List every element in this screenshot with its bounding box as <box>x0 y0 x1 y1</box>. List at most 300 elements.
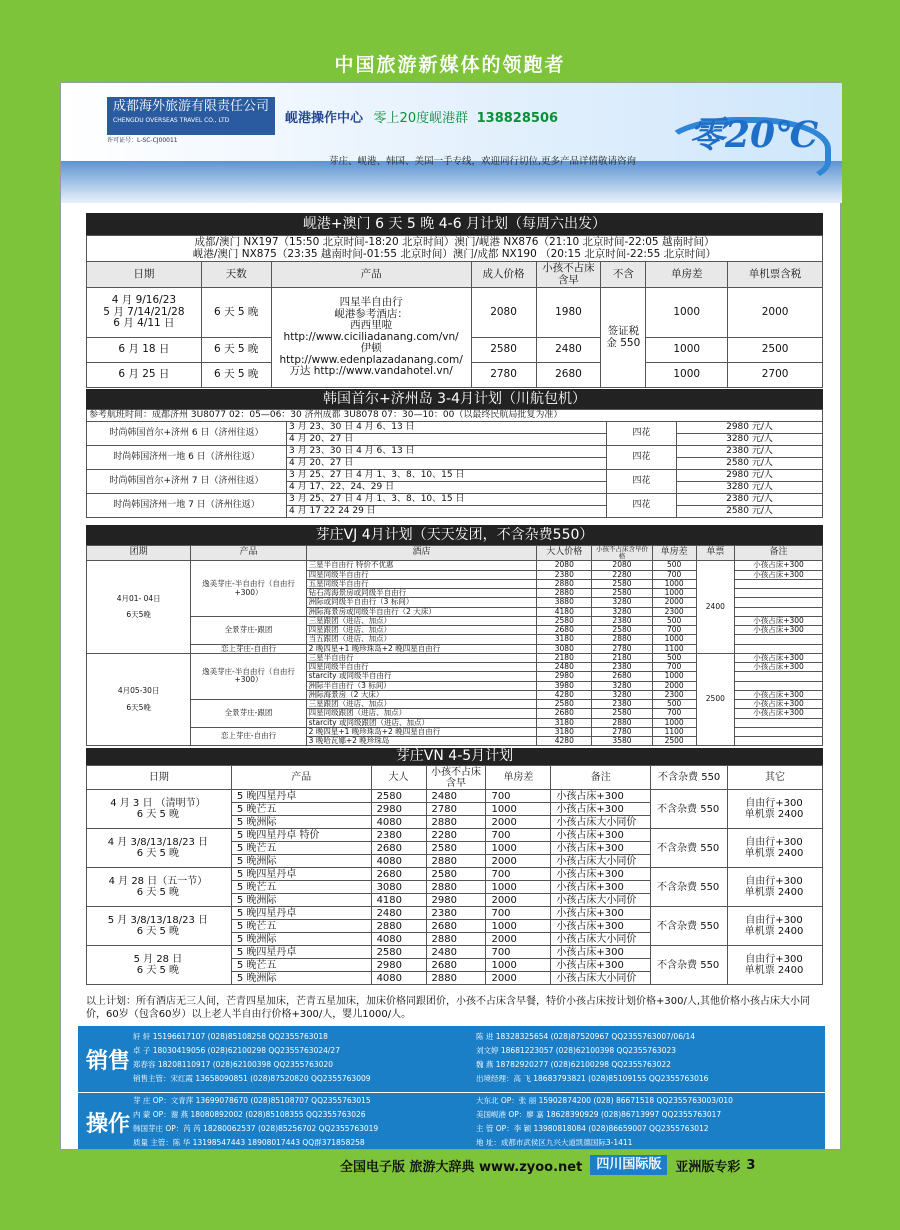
table-cell: 小孩不占床含早 <box>536 262 601 288</box>
contact-entry: 芽 庄 OP：文青萍 13699078670 (028)85108707 QQ2355763015 <box>133 1096 371 1105</box>
contact-entry: 魏 燕 18782920277 (028)62100298 QQ2355763022 <box>476 1060 671 1069</box>
table-cell: 小孩占床+300 <box>551 842 651 855</box>
table-row <box>87 288 823 338</box>
table-cell: 小孩占床+300 <box>735 570 823 579</box>
table-cell: 1000 <box>486 920 551 933</box>
table-cell: 四花 <box>607 494 677 518</box>
table-cell: 团期 <box>87 546 191 561</box>
table-cell: 2000 <box>486 855 551 868</box>
table-cell: 小孩占床大小同价 <box>551 933 651 946</box>
table-cell: 2580 <box>592 579 652 588</box>
table-cell: 逸美芽庄-半自由行（自由行+300） <box>191 561 306 617</box>
table-row <box>87 946 823 959</box>
table-cell: 5 晚四星丹卓 <box>231 868 371 881</box>
table-cell: 逸美芽庄-半自由行（自由行+300） <box>191 653 306 699</box>
table-cell: 2180 <box>592 653 652 662</box>
table-cell: 4月01- 04日 6天5晚 <box>87 561 191 654</box>
table-cell: 4 月 20、27 日 <box>287 458 607 470</box>
table-row <box>87 829 823 842</box>
table-cell: 2300 <box>652 690 696 699</box>
table-cell: 4 月 3 日 （清明节） 6 天 5 晚 <box>87 790 232 829</box>
table-cell: 2300 <box>652 607 696 616</box>
table-cell: 1000 <box>646 338 728 363</box>
table-cell: 产品 <box>271 262 471 288</box>
table-cell: 洲际海景房或同级半自由行（2 大床） <box>306 607 537 616</box>
table-row <box>87 907 823 920</box>
contact-entry: 陈 进 18328325654 (028)87520967 QQ2355763007/06/14 <box>476 1032 696 1041</box>
table-row <box>87 868 823 881</box>
contact-entry: 主 管 OP：李 颖 13980818084 (028)86659007 QQ2355763012 <box>476 1124 709 1133</box>
nhatrang-vj-table <box>86 545 823 746</box>
table-cell <box>735 589 823 598</box>
table-cell: 700 <box>652 663 696 672</box>
contact-row <box>133 1044 819 1058</box>
table-cell <box>735 737 823 746</box>
table-cell: 3080 <box>537 644 592 653</box>
table-cell: 2980 <box>371 959 426 972</box>
table-row <box>87 561 823 570</box>
table-cell: 4 月 17、22、24、29 日 <box>287 482 607 494</box>
table-cell: 四星同级半自由行 <box>306 570 537 579</box>
table-cell: 2380 <box>371 829 426 842</box>
table-cell: 4080 <box>371 933 426 946</box>
contact-entry: 刘文婷 18681223057 (028)62100398 QQ2355763023 <box>476 1046 677 1055</box>
table-cell: 500 <box>652 653 696 662</box>
table-cell: 小孩占床+300 <box>735 561 823 570</box>
table-cell: 5 晚芒五 <box>231 842 371 855</box>
table-cell: 3 月 23、30 日 4 月 6、13 日 <box>287 422 607 434</box>
table-cell: 2980 元/人 <box>677 422 823 434</box>
table-cell: 2780 <box>592 727 652 736</box>
ops-center: 岘港操作中心 零上20度岘港群 138828506 <box>285 111 559 126</box>
table-cell: 日期 <box>87 766 232 790</box>
contact-row <box>133 1072 819 1086</box>
table-cell: 时尚韩国济州一地 6 日（济州往返） <box>87 446 287 470</box>
table-cell: 不含杂费 550 <box>651 829 728 868</box>
table-cell: 2880 <box>426 855 486 868</box>
table-cell: 4 月 20、27 日 <box>287 434 607 446</box>
table-cell: 2500 <box>652 737 696 746</box>
table-cell: 2580 <box>592 589 652 598</box>
danang-macau-table <box>86 235 823 388</box>
special-edition: 亚洲版专彩 <box>675 1159 741 1175</box>
table-cell: 2080 <box>537 561 592 570</box>
table-cell: 1100 <box>652 644 696 653</box>
table-cell: 成人价格 <box>471 262 536 288</box>
table-cell: 2280 <box>426 829 486 842</box>
table-cell: 2380 <box>426 907 486 920</box>
table-cell: 小孩占床+300 <box>735 653 823 662</box>
table-cell: 小孩占床+300 <box>735 690 823 699</box>
table-cell: 三星半自由行 <box>306 653 537 662</box>
table-cell: 2680 <box>371 868 426 881</box>
table-cell: 6 天 5 晚 <box>201 288 271 338</box>
table-cell: 2980 <box>537 672 592 681</box>
contact-row <box>133 1058 819 1072</box>
table-cell: 3280 元/人 <box>677 434 823 446</box>
table-cell: 4080 <box>371 816 426 829</box>
table-cell: 5 晚洲际 <box>231 972 371 985</box>
table-cell: 3280 <box>592 690 652 699</box>
contact-entry: 出境经理：高 飞 18683793821 (028)85109155 QQ2355763016 <box>476 1074 709 1083</box>
table-cell: 2000 <box>486 816 551 829</box>
table-cell: 2480 <box>426 946 486 959</box>
table-cell: 4月05-30日 6天5晚 <box>87 653 191 746</box>
table-cell: 2680 <box>537 626 592 635</box>
table-cell: 四星同级半自由行 <box>306 663 537 672</box>
table-cell: 1000 <box>652 718 696 727</box>
table-cell: 700 <box>486 946 551 959</box>
intl-edition-badge: 四川国际版 <box>590 1155 667 1175</box>
table-cell: 自由行+300 单机票 2400 <box>728 907 823 946</box>
table-cell: 4 月 9/16/23 5 月 7/14/21/28 6 月 4/11 日 <box>87 288 202 338</box>
table-cell: 2000 <box>652 681 696 690</box>
table-cell: 小孩占床+300 <box>735 709 823 718</box>
table-cell: 2480 <box>371 907 426 920</box>
table-cell: 6 月 25 日 <box>87 363 202 388</box>
table-cell: 4080 <box>371 855 426 868</box>
table-cell: 700 <box>652 570 696 579</box>
table-cell: 4 月 17 22 24 29 日 <box>287 506 607 518</box>
table-cell: 全景芽庄-跟团 <box>191 700 306 728</box>
table-cell: 2980 <box>371 803 426 816</box>
table-cell: 不含杂费 550 <box>651 790 728 829</box>
table-cell: 5 晚四星丹卓 <box>231 907 371 920</box>
table-cell: 2980 元/人 <box>677 470 823 482</box>
table-cell: 2080 <box>471 288 536 338</box>
table-cell: 4080 <box>371 972 426 985</box>
table-cell: 2680 <box>592 672 652 681</box>
table-cell: 自由行+300 单机票 2400 <box>728 829 823 868</box>
table-cell: 3280 <box>592 681 652 690</box>
contact-entry: 大东北 OP：张 丽 15902874200 (028) 86671518 QQ2355763003/010 <box>476 1096 733 1105</box>
contact-row <box>133 1122 819 1136</box>
table-cell <box>735 635 823 644</box>
brand-mark: 零20℃ <box>661 97 836 187</box>
table-cell: 日期 <box>87 262 202 288</box>
contact-entry: 轩 轩 15196617107 (028)85108258 QQ2355763018 <box>133 1032 328 1041</box>
table-cell: 小孩占床+300 <box>551 829 651 842</box>
table-cell: 小孩占床+300 <box>735 626 823 635</box>
licence-number: 许可证号：L-SC-CJ00011 <box>107 137 178 144</box>
table-cell: 2380 元/人 <box>677 494 823 506</box>
table-cell: starcity 或同级跟团（进店、加点） <box>306 718 537 727</box>
table-cell: 4280 <box>537 690 592 699</box>
table-cell: 小孩占床+300 <box>551 907 651 920</box>
table-cell: 3280 <box>592 598 652 607</box>
table-cell: 洲际半自由行（3 标间） <box>306 681 537 690</box>
contact-entry: 韩国芽庄 OP：芮 芮 18280062537 (028)85256702 QQ2355763019 <box>133 1124 379 1133</box>
table-cell: 500 <box>652 700 696 709</box>
table-cell: 5 晚四星丹卓 <box>231 946 371 959</box>
table-cell: 大人 <box>371 766 426 790</box>
table-cell: 不含杂费 550 <box>651 868 728 907</box>
table-cell: 5 晚芒五 <box>231 803 371 816</box>
table-cell: 4 月 28 日（五一节） 6 天 5 晚 <box>87 868 232 907</box>
korea-table <box>86 409 823 518</box>
table-cell: 2580 <box>537 700 592 709</box>
table-cell: 2180 <box>537 653 592 662</box>
page-number: 3 <box>746 1157 756 1173</box>
table-cell: 2380 <box>592 616 652 625</box>
table-cell: 小孩占床大小同价 <box>551 894 651 907</box>
sales-label: 销售 <box>86 1049 131 1074</box>
table-cell: 2380 <box>592 700 652 709</box>
table-cell: 2680 <box>536 363 601 388</box>
table-cell: 2480 <box>426 790 486 803</box>
table-cell: 2 晚四星+1 晚珍珠岛+2 晚四星自由行 <box>306 727 537 736</box>
table-cell: 2680 <box>371 842 426 855</box>
table-cell: 参考航班时间：成都济州 3U8077 02：05—06：30 济州成都 3U8078 07：30—10：00（以最终民航局批复为准） <box>87 410 823 422</box>
contact-entry: 卓 子 18030419056 (028)62100298 QQ2355763024/27 <box>133 1046 340 1055</box>
table-cell: 三星跟团（进店、加点） <box>306 700 537 709</box>
table-cell: 四星半自由行 岘港参考酒店： 西西里啦 http://www.ciciliadanang.com/vn/ 伊顿 http://www.edenplazadanang.com/ 万达 http://www.vandahotel.vn/ <box>271 288 471 388</box>
table-cell: 小孩占床+300 <box>551 959 651 972</box>
table-cell: 小孩不占床含早价格 <box>592 546 652 561</box>
table-cell: 500 <box>652 561 696 570</box>
table-cell: 2580 元/人 <box>677 458 823 470</box>
table-cell: 备注 <box>735 546 823 561</box>
table-cell: 2580 <box>426 868 486 881</box>
contact-entry: 地 址：成都市武侯区九兴大道凯德国际3-1411 <box>476 1138 633 1147</box>
table-cell: 2580 元/人 <box>677 506 823 518</box>
table-row <box>87 790 823 803</box>
table-cell: 2680 <box>537 709 592 718</box>
header-banner <box>61 83 842 203</box>
table-cell: 5 晚四星丹卓 <box>231 790 371 803</box>
table-cell: 2500 <box>728 338 823 363</box>
table-cell: 2880 <box>592 718 652 727</box>
table-cell: 2480 <box>537 663 592 672</box>
table-cell <box>735 681 823 690</box>
table-cell: 2880 <box>592 635 652 644</box>
table-cell: starcity 或同级半自由行 <box>306 672 537 681</box>
table-cell: 单房差 <box>652 546 696 561</box>
table-cell: 2080 <box>592 561 652 570</box>
table-cell: 2580 <box>371 790 426 803</box>
page <box>60 82 841 1150</box>
table-cell: 4180 <box>537 607 592 616</box>
table-cell: 四花 <box>607 446 677 470</box>
table-cell: 500 <box>652 616 696 625</box>
table-cell: 不含 <box>601 262 646 288</box>
table-cell: 单票 <box>696 546 734 561</box>
table-cell: 3980 <box>537 681 592 690</box>
table-row <box>87 653 823 662</box>
table-cell: 自由行+300 单机票 2400 <box>728 790 823 829</box>
table-cell: 四星跟团（进店、加点） <box>306 626 537 635</box>
table-cell: 自由行+300 单机票 2400 <box>728 868 823 907</box>
table-row <box>87 470 823 482</box>
bottom-bar <box>340 1154 755 1176</box>
table-cell: 小孩占床大小同价 <box>551 816 651 829</box>
table-cell: 产品 <box>191 546 306 561</box>
table-cell: 3180 <box>537 718 592 727</box>
table-cell: 当五跟团（进店、加点） <box>306 635 537 644</box>
table-cell: 四花 <box>607 422 677 446</box>
table-cell: 2880 <box>537 579 592 588</box>
table-cell: 3 晚哈瓦娜+2 晚珍珠岛 <box>306 737 537 746</box>
table-cell: 小孩占床+300 <box>735 616 823 625</box>
table-cell: 备注 <box>551 766 651 790</box>
table-cell: 1000 <box>486 959 551 972</box>
table-cell: 3280 <box>592 607 652 616</box>
table-cell: 时尚韩国首尔+济州 6 日（济州往返） <box>87 422 287 446</box>
table-cell: 小孩占床+300 <box>551 920 651 933</box>
table-cell: 2000 <box>652 598 696 607</box>
section-nhatrang-vj-title: 芽庄VJ 4月计划（天天发团，不含杂费550） <box>86 525 823 545</box>
table-cell: 700 <box>652 626 696 635</box>
contact-row <box>133 1136 819 1150</box>
table-cell: 酒店 <box>306 546 537 561</box>
table-cell: 四星同级跟团（进店、加点） <box>306 709 537 718</box>
contact-row <box>133 1030 819 1044</box>
table-cell: 天数 <box>201 262 271 288</box>
table-cell: 2500 <box>696 653 734 746</box>
table-cell: 6 月 18 日 <box>87 338 202 363</box>
table-cell: 不含杂费 550 <box>651 907 728 946</box>
table-cell: 3280 元/人 <box>677 482 823 494</box>
table-cell: 5 月 28 日 6 天 5 晚 <box>87 946 232 985</box>
table-cell: 2980 <box>426 894 486 907</box>
table-cell: 1000 <box>646 288 728 338</box>
table-cell: 全景芽庄-跟团 <box>191 616 306 644</box>
table-cell: 小孩占床+300 <box>735 663 823 672</box>
table-cell: 2400 <box>696 561 734 654</box>
table-cell: 700 <box>486 907 551 920</box>
table-cell: 时尚韩国济州一地 7 日（济州往返） <box>87 494 287 518</box>
footnote: 以上计划：所有酒店无三人间，芒青四星加床，芒青五星加床，加床价格同跟团价，小孩不占床含早餐，特价小孩占床按计划价格+300/人,其他价格小孩占床大小同价，60岁（包含60岁）以上老人半自由行价格+300/人，婴儿1000/人。 <box>86 996 811 1020</box>
table-cell: 5 晚四星丹卓 特价 <box>231 829 371 842</box>
table-cell: 2880 <box>426 881 486 894</box>
table-cell: 2880 <box>537 589 592 598</box>
table-cell: 三星半自由行 特价不优惠 <box>306 561 537 570</box>
table-cell: 3580 <box>592 737 652 746</box>
table-cell: 单房差 <box>486 766 551 790</box>
table-cell: 小孩占床+300 <box>551 803 651 816</box>
table-cell: 2580 <box>592 709 652 718</box>
table-cell: 小孩占床大小同价 <box>551 855 651 868</box>
table-cell: 小孩占床+300 <box>551 868 651 881</box>
contact-entry: 内 蒙 OP：谢 燕 18080892002 (028)85108355 QQ2355763026 <box>133 1110 366 1119</box>
table-cell: 小孩占床+300 <box>551 946 651 959</box>
table-cell: 3 月 23、30 日 4 月 6、13 日 <box>287 446 607 458</box>
table-cell: 洲际海景房（2 大床） <box>306 690 537 699</box>
table-cell: 2680 <box>426 920 486 933</box>
company-logo: 成都海外旅游有限责任公司 CHENGDU OVERSEAS TRAVEL CO., LTD <box>107 97 275 135</box>
table-cell: 4180 <box>371 894 426 907</box>
table-cell: 产品 <box>231 766 371 790</box>
top-slogan: 中国旅游新媒体的领跑者 <box>334 54 566 76</box>
contact-row <box>133 1108 819 1122</box>
table-cell: 2680 <box>426 959 486 972</box>
table-cell <box>735 607 823 616</box>
contact-entry: 美国岘港 OP：廖 嘉 18628390929 (028)86713997 QQ2355763017 <box>476 1110 722 1119</box>
table-cell: 700 <box>486 790 551 803</box>
table-cell: 2780 <box>471 363 536 388</box>
table-cell: 2580 <box>471 338 536 363</box>
table-cell: 单机票含税 <box>728 262 823 288</box>
table-cell: 1980 <box>536 288 601 338</box>
table-cell: 1100 <box>652 727 696 736</box>
table-cell <box>735 598 823 607</box>
table-cell: 5 晚洲际 <box>231 855 371 868</box>
table-cell: 2380 <box>537 570 592 579</box>
table-cell: 4 月 3/8/13/18/23 日 6 天 5 晚 <box>87 829 232 868</box>
table-cell: 1000 <box>652 635 696 644</box>
table-cell: 小孩占床大小同价 <box>551 972 651 985</box>
table-cell: 5 晚洲际 <box>231 933 371 946</box>
table-cell: 钻石湾海景房或同级半自由行 <box>306 589 537 598</box>
contact-entry: 质量 主管：陈 华 13198547443 18908017443 QQ群371858258 <box>133 1138 365 1147</box>
table-cell: 2580 <box>426 842 486 855</box>
table-cell: 签证税金 550 <box>601 288 646 388</box>
table-row <box>87 766 823 790</box>
section-danang-macau-title: 岘港+澳门 6 天 5 晚 4-6 月计划（每周六出发） <box>86 213 823 235</box>
table-cell: 自由行+300 单机票 2400 <box>728 946 823 985</box>
table-cell: 2580 <box>371 946 426 959</box>
table-cell: 不含杂费 550 <box>651 946 728 985</box>
table-cell: 2780 <box>426 803 486 816</box>
table-row <box>87 262 823 288</box>
table-cell: 3880 <box>537 598 592 607</box>
table-cell: 700 <box>486 829 551 842</box>
table-cell: 2000 <box>728 288 823 338</box>
table-cell: 3180 <box>537 727 592 736</box>
table-cell: 2000 <box>486 894 551 907</box>
table-cell: 3 月 25、27 日 4 月 1、3、8、10、15 日 <box>287 494 607 506</box>
ops-contacts <box>78 1093 825 1149</box>
table-cell: 5 晚洲际 <box>231 816 371 829</box>
table-cell: 1000 <box>486 842 551 855</box>
table-cell: 5 晚芒五 <box>231 920 371 933</box>
table-cell: 700 <box>486 868 551 881</box>
table-cell: 5 晚洲际 <box>231 894 371 907</box>
table-cell: 小孩占床+300 <box>551 790 651 803</box>
sales-contacts <box>78 1026 825 1092</box>
table-cell: 2 晚四星+1 晚珍珠岛+2 晚四星自由行 <box>306 644 537 653</box>
table-cell: 2780 <box>592 644 652 653</box>
table-cell: 单房差 <box>646 262 728 288</box>
table-cell: 五星同级半自由行 <box>306 579 537 588</box>
contact-row <box>133 1094 819 1108</box>
table-cell: 不含杂费 550 <box>651 766 728 790</box>
table-cell: 700 <box>652 709 696 718</box>
table-cell: 2880 <box>426 816 486 829</box>
table-row <box>87 446 823 458</box>
table-cell: 时尚韩国首尔+济州 7 日（济州往返） <box>87 470 287 494</box>
table-cell: 2580 <box>592 626 652 635</box>
table-cell: 2380 <box>592 663 652 672</box>
table-cell: 大人价格 <box>537 546 592 561</box>
contact-entry: 郑春容 18208110917 (028)62100398 QQ2355763020 <box>133 1060 334 1069</box>
table-cell: 四花 <box>607 470 677 494</box>
section-nhatrang-vn-title: 芽庄VN 4-5月计划 <box>86 748 823 765</box>
table-cell: 小孩占床+300 <box>551 881 651 894</box>
table-cell: 3 月 25、27 日 4 月 1、3、8、10、15 日 <box>287 470 607 482</box>
table-cell <box>735 579 823 588</box>
table-row <box>87 494 823 506</box>
table-cell: 1000 <box>486 803 551 816</box>
table-cell: 三星跟团（进店、加点） <box>306 616 537 625</box>
table-cell: 2280 <box>592 570 652 579</box>
table-cell: 成都/澳门 NX197（15:50 北京时间-18:20 北京时间）澳门/岘港 NX876（21:10 北京时间-22:05 越南时间） 岘港/澳门 NX875（23:35 越南时间-01:55 北京时间）澳门/成都 NX190 （20:15 北京时间-22:55 北京时间） <box>87 236 823 262</box>
table-row <box>87 236 823 262</box>
table-cell: 2580 <box>537 616 592 625</box>
table-cell: 5 月 3/8/13/18/23 日 6 天 5 晚 <box>87 907 232 946</box>
contact-entry: 销售主管：宋红霞 13658090851 (028)87520820 QQ2355763009 <box>133 1074 371 1083</box>
table-cell: 3180 <box>537 635 592 644</box>
